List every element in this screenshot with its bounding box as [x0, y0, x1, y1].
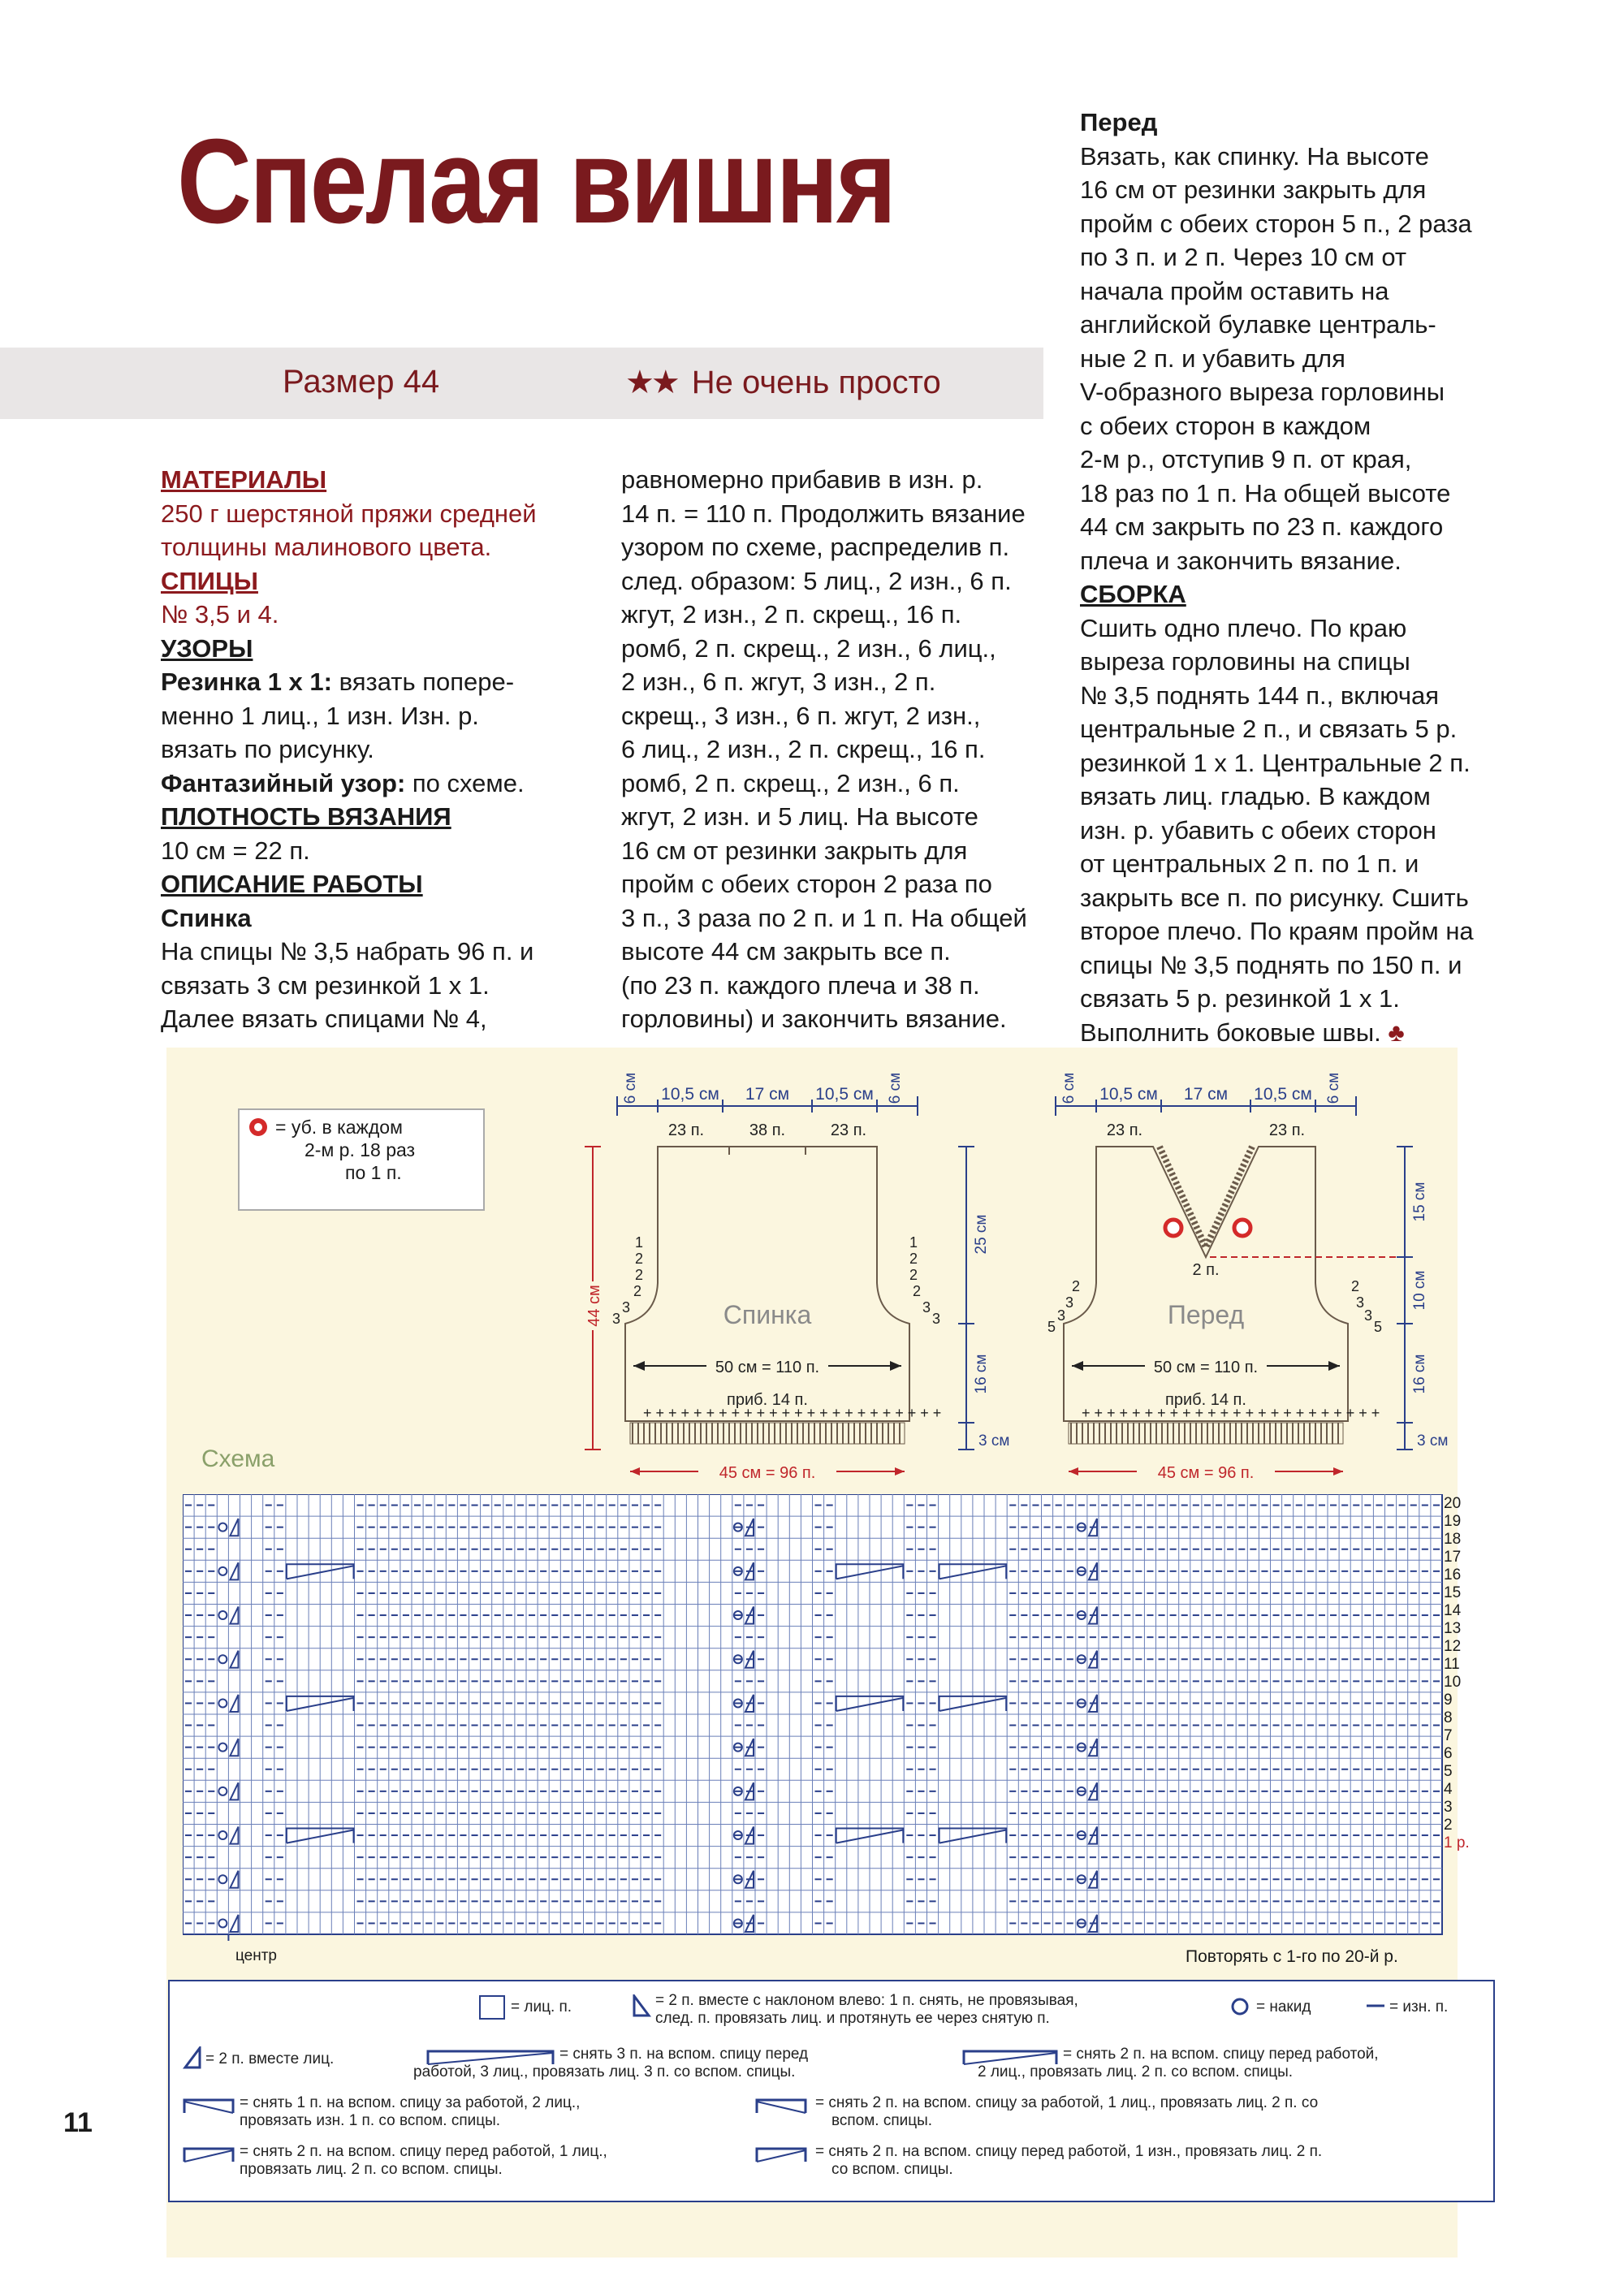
- row-number: 13: [1444, 1620, 1462, 1637]
- assembly-last: Выполнить боковые швы.: [1080, 1018, 1381, 1047]
- col2-line: след. образом: 5 лиц., 2 изн., 6 п.: [621, 566, 1012, 595]
- text-column-1: [161, 463, 581, 1036]
- needles-text: № 3,5 и 4.: [161, 600, 279, 629]
- back-stitch-dim: 23 п.: [667, 1121, 705, 1139]
- key-t2back-1: = снять 2 п. на вспом. спицу за работой, 1 лиц., провязать лиц. 2 п. со: [815, 2094, 1319, 2111]
- key-t2front-k-1: = снять 2 п. на вспом. спицу перед работой, 1 лиц.,: [240, 2143, 607, 2160]
- front-line: V-образного выреза горловины: [1080, 378, 1445, 406]
- assembly-line: второе плечо. По краям пройм на: [1080, 917, 1474, 945]
- row-number: 5: [1444, 1763, 1453, 1780]
- materials-text-1: 250 г шерстяной пряжи средней: [161, 499, 537, 528]
- back-dim-top: 6 см: [887, 1072, 904, 1104]
- back-armhole-num: 3: [922, 1299, 931, 1316]
- row-number: 7: [1444, 1727, 1453, 1744]
- knitting-chart: [183, 1494, 1445, 1941]
- repeat-label: Повторять с 1-го по 20-й р.: [1186, 1947, 1398, 1966]
- symbol-key: [168, 1980, 1495, 2202]
- front-line: английской булавке централь-: [1080, 310, 1436, 339]
- ssk-symbol-icon: [631, 1994, 652, 2017]
- front-right-dim: 10 см: [1411, 1270, 1428, 1311]
- back-armhole-num: 2: [909, 1267, 918, 1283]
- assembly-line: связать 5 р. резинкой 1 х 1.: [1080, 984, 1400, 1013]
- assembly-line: [1080, 1016, 1502, 1050]
- back-armhole-num: 2: [913, 1283, 922, 1299]
- front-armhole-num: 3: [1057, 1307, 1066, 1324]
- rib-label: Резинка 1 х 1:: [161, 668, 332, 696]
- col2-line: ромб, 2 п. скрещ., 2 изн., 6 лиц.,: [621, 633, 996, 663]
- twist-2-back-icon: [754, 2095, 808, 2116]
- key-t1back-2: провязать изн. 1 п. со вспом. спицы.: [240, 2112, 501, 2129]
- page-title: Спелая вишня: [177, 114, 895, 248]
- materials-heading: МАТЕРИАЛЫ: [161, 465, 327, 494]
- patterns-heading: УЗОРЫ: [161, 633, 253, 663]
- col2-line: пройм с обеих сторон 2 раза по: [621, 870, 992, 898]
- front-piece-name: Перед: [1167, 1300, 1245, 1329]
- key-t2back-2: вспом. спицы.: [831, 2112, 933, 2129]
- rib-text-1: вязать попере-: [331, 668, 515, 696]
- key-c2front-1: = снять 2 п. на вспом. спицу перед работой,: [1063, 2046, 1379, 2063]
- col2-line: 14 п. = 110 п. Продолжить вязание: [621, 499, 1026, 528]
- page-number: 11: [63, 2107, 93, 2138]
- key-purl: = изн. п.: [1389, 1998, 1449, 2016]
- row-number: 3: [1444, 1799, 1453, 1816]
- assembly-line: Сшить одно плечо. По краю: [1080, 613, 1407, 642]
- neck-legend-line-1: = уб. в каждом: [275, 1117, 403, 1138]
- front-line: 18 раз по 1 п. На общей высоте: [1080, 478, 1451, 508]
- row-number: 4: [1444, 1781, 1453, 1798]
- row-number: 19: [1444, 1513, 1462, 1530]
- fancy-line: [161, 767, 581, 801]
- back-armhole-num: 1: [635, 1234, 644, 1251]
- front-decrease-circle-icon: [1165, 1220, 1181, 1236]
- assembly-line: от центральных 2 п. по 1 п. и: [1080, 849, 1419, 878]
- twist-2-front-knit-icon: [182, 2144, 235, 2165]
- front-armhole-num: 3: [1065, 1294, 1074, 1311]
- difficulty-label: Не очень просто: [691, 365, 941, 400]
- col2-line: скрещ., 3 изн., 6 п. жгут, 2 изн.,: [621, 701, 981, 730]
- key-c3-2: работой, 3 лиц., провязать лиц. 3 п. со вспом. спицы.: [413, 2063, 796, 2080]
- key-yo: = накид: [1256, 1998, 1311, 2016]
- front-dim-top: 6 см: [1325, 1072, 1342, 1104]
- row-number: 6: [1444, 1745, 1453, 1762]
- back-armhole-num: 1: [909, 1234, 918, 1251]
- row-number: 15: [1444, 1584, 1462, 1601]
- row-numbers: [1444, 1495, 1484, 1852]
- back-right-dim: 25 см: [973, 1214, 990, 1255]
- back-plus-row: + + + + + + + + + + + + + + + + + + + + + + + +: [643, 1405, 942, 1421]
- rib-line-2: менно 1 лиц., 1 изн. Изн. р.: [161, 701, 479, 730]
- row-number: 20: [1444, 1495, 1462, 1512]
- col2-line: высоте 44 см закрыть все п.: [621, 937, 951, 966]
- row-number: 10: [1444, 1674, 1462, 1691]
- back-armhole-num: 2: [633, 1283, 642, 1299]
- assembly-line: вязать лиц. гладью. В каждом: [1080, 782, 1431, 810]
- front-line: 16 см от резинки закрыть для: [1080, 175, 1427, 204]
- back-stitch-dim: 23 п.: [830, 1121, 867, 1139]
- col2-line: (по 23 п. каждого плеча и 38 п.: [621, 970, 980, 1000]
- row-number: 9: [1444, 1692, 1453, 1709]
- front-line: плеча и закончить вязание.: [1080, 546, 1402, 575]
- fancy-text: по схеме.: [405, 768, 525, 797]
- text-column-2: [621, 463, 1039, 1036]
- front-line: по 3 п. и 2 п. Через 10 см от: [1080, 243, 1407, 271]
- back-schematic: [568, 1056, 1023, 1494]
- front-right-dim: 16 см: [1411, 1354, 1428, 1394]
- size-label: Размер 44: [283, 364, 440, 400]
- center-label: центр: [235, 1947, 277, 1964]
- purl-symbol-icon: [1363, 1996, 1388, 2016]
- front-dim-top: 10,5 см: [1254, 1085, 1312, 1104]
- back-dim-top: 6 см: [622, 1072, 639, 1104]
- front-armhole-num: 2: [1072, 1278, 1081, 1294]
- front-dim-top: 6 см: [1060, 1072, 1078, 1104]
- back-armhole-num: 3: [612, 1311, 621, 1327]
- front-line: с обеих сторон в каждом: [1080, 411, 1371, 440]
- needles-heading: СПИЦЫ: [161, 566, 258, 595]
- front-armhole-num: 2: [1351, 1278, 1360, 1294]
- row-number: 14: [1444, 1602, 1462, 1619]
- front-dim-top: 10,5 см: [1099, 1085, 1158, 1104]
- front-center: 2 п.: [1192, 1261, 1220, 1279]
- assembly-line: закрыть все п. по рисунку. Сшить: [1080, 883, 1469, 912]
- col2-line: узором по схеме, распределив п.: [621, 533, 1010, 561]
- key-t1back-1: = снять 1 п. на вспом. спицу за работой, 2 лиц.,: [240, 2094, 581, 2111]
- back-bottom: 45 см = 96 п.: [719, 1464, 816, 1482]
- rib-line-3: вязать по рисунку.: [161, 735, 374, 763]
- density-text: 10 см = 22 п.: [161, 836, 310, 865]
- assembly-line: спицы № 3,5 поднять по 150 п. и: [1080, 950, 1462, 979]
- front-bottom: 45 см = 96 п.: [1157, 1464, 1255, 1482]
- front-increase: приб. 14 п.: [1165, 1391, 1246, 1409]
- key-ssk-1: = 2 п. вместе с наклоном влево: 1 п. снять, не провязывая,: [655, 1992, 1078, 2009]
- front-plus-row: + + + + + + + + + + + + + + + + + + + + + + + +: [1082, 1405, 1380, 1421]
- row-number: 2: [1444, 1817, 1453, 1834]
- back-armhole-num: 2: [635, 1267, 644, 1283]
- front-width: 50 см = 110 п.: [1153, 1359, 1259, 1376]
- front-armhole-num: 3: [1364, 1307, 1373, 1324]
- difficulty-stars: ★★: [625, 365, 677, 400]
- front-line: ные 2 п. и убавить для: [1080, 343, 1345, 373]
- back-width: 50 см = 110 п.: [715, 1359, 820, 1376]
- yarn-over-icon: [1229, 1996, 1250, 2017]
- text-column-3: [1080, 106, 1502, 1049]
- twist-2-front-purl-icon: [754, 2144, 808, 2165]
- k2tog-symbol-icon: [182, 2046, 203, 2069]
- front-stitch-dim: 23 п.: [1268, 1121, 1306, 1139]
- col2-line: 16 см от резинки закрыть для: [621, 836, 968, 865]
- back-dim-top: 10,5 см: [661, 1085, 719, 1104]
- col2-line: 3 п., 3 раза по 2 п. и 1 п. На общей: [621, 903, 1027, 932]
- key-c3-1: = снять 3 п. на вспом. спицу перед: [559, 2046, 809, 2063]
- back-right-dim: 16 см: [973, 1354, 990, 1394]
- back-stitch-dim: 38 п.: [749, 1121, 786, 1139]
- back-height: 44 см: [585, 1285, 603, 1327]
- key-t2front-k-2: провязать лиц. 2 п. со вспом. спицы.: [240, 2161, 503, 2178]
- neck-legend-line-2: 2-м р. 18 раз: [304, 1139, 416, 1160]
- col2-line: ромб, 2 п. скрещ., 2 изн., 6 п.: [621, 768, 960, 797]
- neck-legend: [238, 1108, 485, 1211]
- front-line: 2-м р., отступив 9 п. от края,: [1080, 445, 1412, 473]
- back-armhole-num: 3: [932, 1311, 941, 1327]
- back-text-3: Далее вязать спицами № 4,: [161, 1005, 487, 1033]
- fancy-label: Фантазийный узор:: [161, 768, 406, 797]
- schema-label: Схема: [201, 1445, 275, 1472]
- back-text-2: связать 3 см резинкой 1 х 1.: [161, 970, 490, 1000]
- row-number: 11: [1444, 1656, 1460, 1673]
- assembly-line: центральные 2 п., и связать 5 р.: [1080, 715, 1458, 743]
- back-right-dim: 3 см: [978, 1432, 1010, 1450]
- key-knit: = лиц. п.: [511, 1998, 572, 2016]
- cherry-icon: ♣: [1388, 1018, 1405, 1047]
- back-armhole-num: 3: [622, 1299, 631, 1316]
- row-number: 8: [1444, 1709, 1453, 1726]
- col2-line: 2 изн., 6 п. жгут, 3 изн., 2 п.: [621, 668, 936, 696]
- row-number: 1 р.: [1444, 1834, 1470, 1851]
- key-k2tog: = 2 п. вместе лиц.: [205, 2050, 335, 2067]
- front-line: пройм с обеих сторон 5 п., 2 раза: [1080, 209, 1472, 238]
- front-heading: Перед: [1080, 108, 1158, 136]
- back-dim-top: 17 см: [745, 1085, 790, 1104]
- front-line: начала пройм оставить на: [1080, 276, 1389, 305]
- row-number: 12: [1444, 1638, 1462, 1655]
- assembly-heading: СБОРКА: [1080, 580, 1186, 608]
- col2-line: жгут, 2 изн. и 5 лиц. На высоте: [621, 802, 978, 831]
- key-c2front-2: 2 лиц., провязать лиц. 2 п. со вспом. спицы.: [978, 2063, 1294, 2080]
- front-right-dim: 3 см: [1417, 1432, 1449, 1450]
- rib-line-1: [161, 665, 581, 699]
- front-right-dim: 15 см: [1411, 1182, 1428, 1222]
- col2-line: горловины) и закончить вязание.: [621, 1005, 1007, 1033]
- back-dim-top: 10,5 см: [815, 1085, 874, 1104]
- col2-line: 6 лиц., 2 изн., 2 п. скрещ., 16 п.: [621, 735, 986, 763]
- row-number: 18: [1444, 1531, 1462, 1548]
- assembly-line: резинкой 1 х 1. Центральные 2 п.: [1080, 748, 1471, 777]
- key-t2front-p-2: со вспом. спицы.: [831, 2161, 953, 2178]
- back-armhole-num: 2: [909, 1251, 918, 1267]
- row-number: 17: [1444, 1549, 1462, 1566]
- row-number: 16: [1444, 1566, 1462, 1584]
- assembly-line: изн. р. убавить с обеих сторон: [1080, 815, 1436, 845]
- assembly-line: № 3,5 поднять 144 п., включая: [1080, 681, 1440, 710]
- front-armhole-num: 3: [1356, 1294, 1365, 1311]
- back-armhole-num: 2: [635, 1251, 644, 1267]
- back-increase: приб. 14 п.: [727, 1391, 808, 1409]
- density-heading: ПЛОТНОСТЬ ВЯЗАНИЯ: [161, 802, 451, 831]
- difficulty-rating: [625, 364, 941, 401]
- back-piece-name: Спинка: [723, 1300, 812, 1329]
- back-heading: Спинка: [161, 903, 252, 932]
- description-heading: ОПИСАНИЕ РАБОТЫ: [161, 870, 423, 898]
- materials-text-2: толщины малинового цвета.: [161, 533, 492, 561]
- back-text-1: На спицы № 3,5 набрать 96 п. и: [161, 937, 534, 966]
- front-armhole-num: 5: [1374, 1319, 1383, 1335]
- twist-1-back-icon: [182, 2095, 235, 2116]
- assembly-line: выреза горловины на спицы: [1080, 647, 1410, 676]
- front-line: 44 см закрыть по 23 п. каждого: [1080, 512, 1444, 541]
- col2-line: равномерно прибавив в изн. р.: [621, 465, 983, 494]
- knit-symbol-icon: [478, 1994, 506, 2020]
- col2-line: жгут, 2 изн., 2 п. скрещ., 16 п.: [621, 600, 962, 629]
- front-line: Вязать, как спинку. На высоте: [1080, 141, 1429, 171]
- key-t2front-p-1: = снять 2 п. на вспом. спицу перед работой, 1 изн., провязать лиц. 2 п.: [815, 2143, 1323, 2160]
- front-stitch-dim: 23 п.: [1106, 1121, 1143, 1139]
- neck-legend-line-3: по 1 п.: [345, 1162, 402, 1183]
- front-armhole-num: 5: [1047, 1319, 1056, 1335]
- key-ssk-2: след. п. провязать лиц. и протянуть ее через снятую п.: [655, 2010, 1050, 2027]
- front-schematic: [1007, 1056, 1462, 1494]
- front-dim-top: 17 см: [1183, 1085, 1229, 1104]
- front-decrease-circle-icon: [1234, 1220, 1250, 1236]
- decrease-circle-icon: [249, 1118, 267, 1136]
